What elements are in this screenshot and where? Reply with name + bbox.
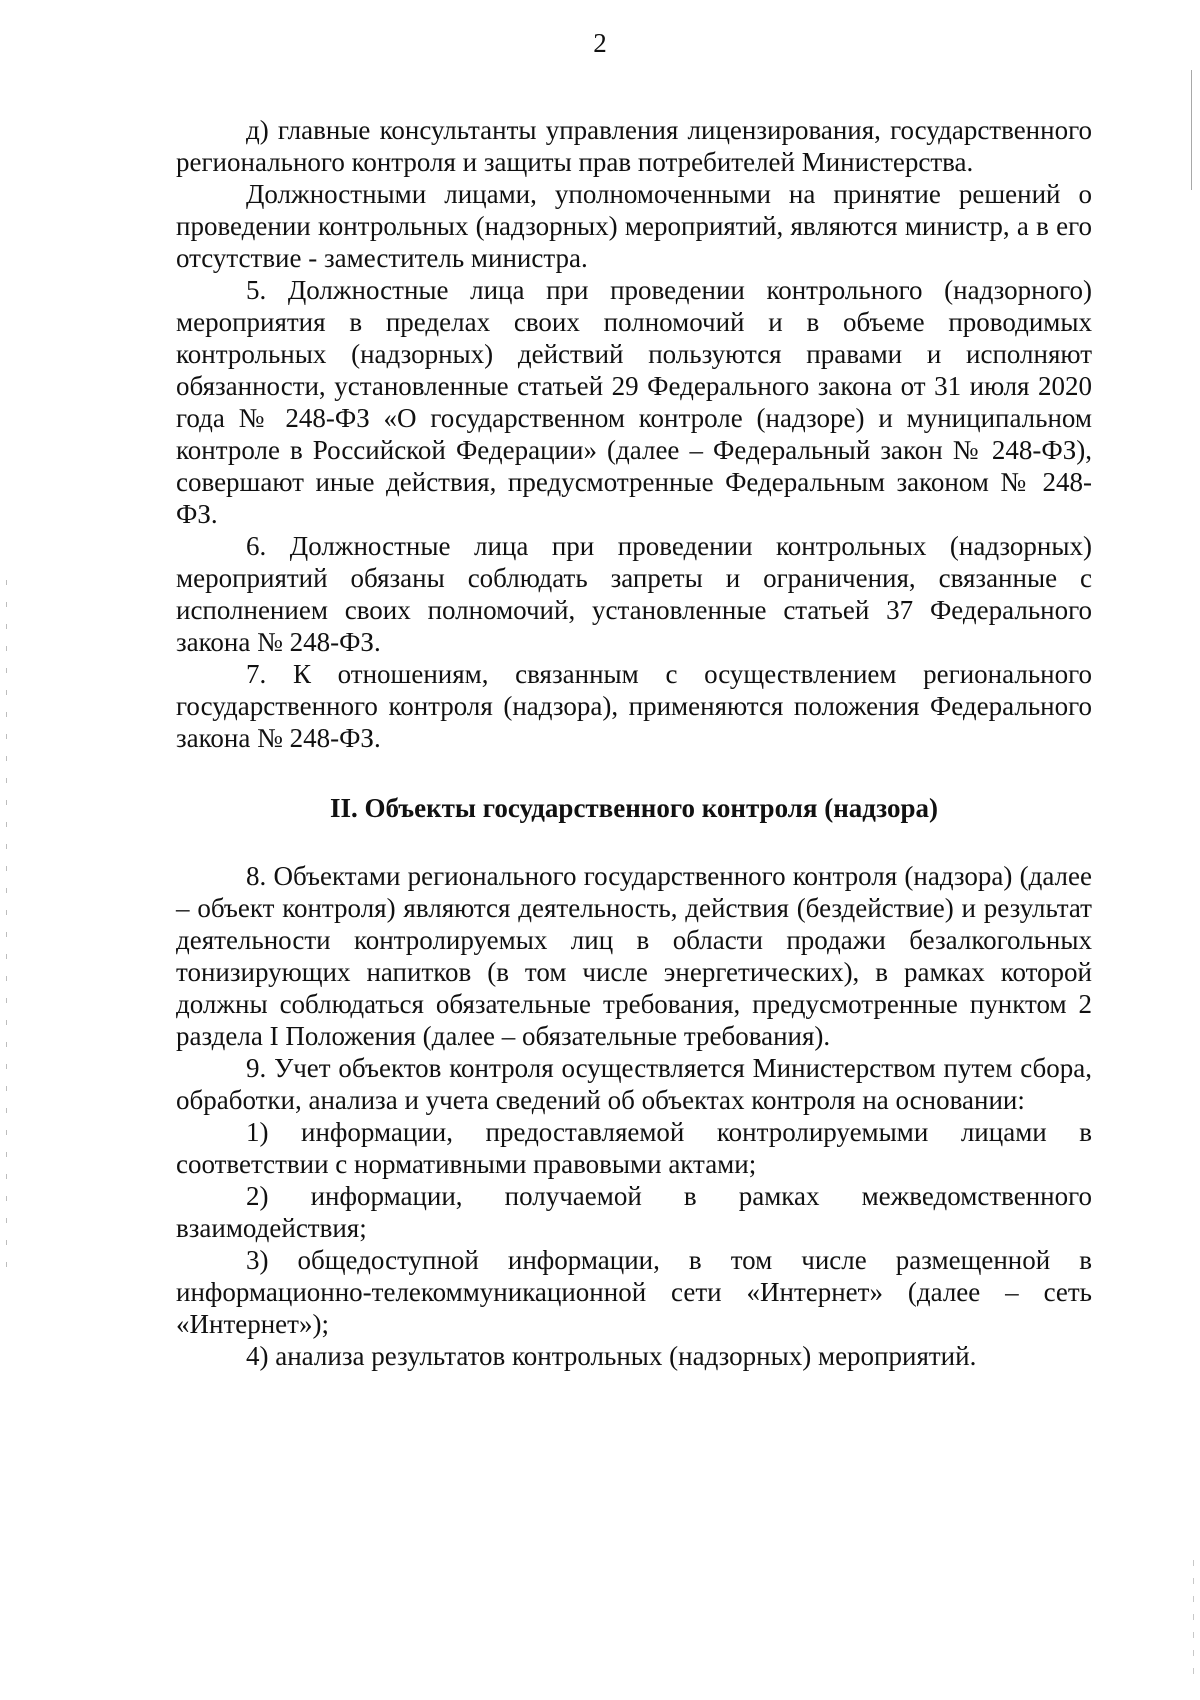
list-item-3: 3) общедоступной информации, в том числе размещенной в информационно-телекоммуникационной сети «Интернет» (далее – сеть «Интернет»); <box>176 1245 1092 1339</box>
paragraph-9: 9. Учет объектов контроля осуществляется Министерством путем сбора, обработки, анализа и учета сведений об объектах контроля на основании: <box>176 1053 1092 1115</box>
scan-edge-mark-left <box>6 580 7 1280</box>
paragraph-d-main-consultants: д) главные консультанты управления лицензирования, государственного регионального контроля и защиты прав потребителей Министерства. <box>176 115 1092 177</box>
page-number: 2 <box>593 28 607 58</box>
scan-edge-mark-right-bottom <box>1193 1560 1194 1680</box>
list-item-4: 4) анализа результатов контрольных (надзорных) мероприятий. <box>246 1341 977 1371</box>
scan-edge-mark-right <box>1191 70 1192 190</box>
paragraph-6: 6. Должностные лица при проведении контрольных (надзорных) мероприятий обязаны соблюдать запреты и ограничения, связанные с исполнением своих полномочий, установленные статьей 37 Федерального закона № 248-ФЗ. <box>176 531 1092 657</box>
document-body <box>176 114 1092 1372</box>
section-heading: II. Объекты государственного контроля (надзора) <box>330 793 938 823</box>
paragraph-5: 5. Должностные лица при проведении контрольного (надзорного) мероприятия в пределах своих полномочий и в объеме проводимых контрольных (надзорных) действий пользуются правами и исполняют обязанности, установленные статьей 29 Федерального закона от 31 июля 2020 года № 248-ФЗ «О государственном контроле (надзоре) и муниципальном контроле в Российской Федерации» (далее – Федеральный закон № 248-ФЗ), совершают иные действия, предусмотренные Федеральным законом № 248-ФЗ. <box>176 275 1092 529</box>
list-item-1: 1) информации, предоставляемой контролируемыми лицами в соответствии с нормативными правовыми актами; <box>176 1117 1092 1179</box>
paragraph-authorized-officials: Должностными лицами, уполномоченными на принятие решений о проведении контрольных (надзорных) мероприятий, являются министр, а в его отсутствие - заместитель министра. <box>176 179 1092 273</box>
paragraph-8: 8. Объектами регионального государственного контроля (надзора) (далее – объект контроля) являются деятельность, действия (бездействие) и результат деятельности контролируемых лиц в области продажи безалкогольных тонизирующих напитков (в том числе энергетических), в рамках которой должны соблюдаться обязательные требования, предусмотренные пунктом 2 раздела I Положения (далее – обязательные требования). <box>176 861 1092 1051</box>
list-item-2: 2) информации, получаемой в рамках межведомственного взаимодействия; <box>176 1181 1092 1243</box>
paragraph-7: 7. К отношениям, связанным с осуществлением регионального государственного контроля (надзора), применяются положения Федерального закона № 248-ФЗ. <box>176 659 1092 753</box>
